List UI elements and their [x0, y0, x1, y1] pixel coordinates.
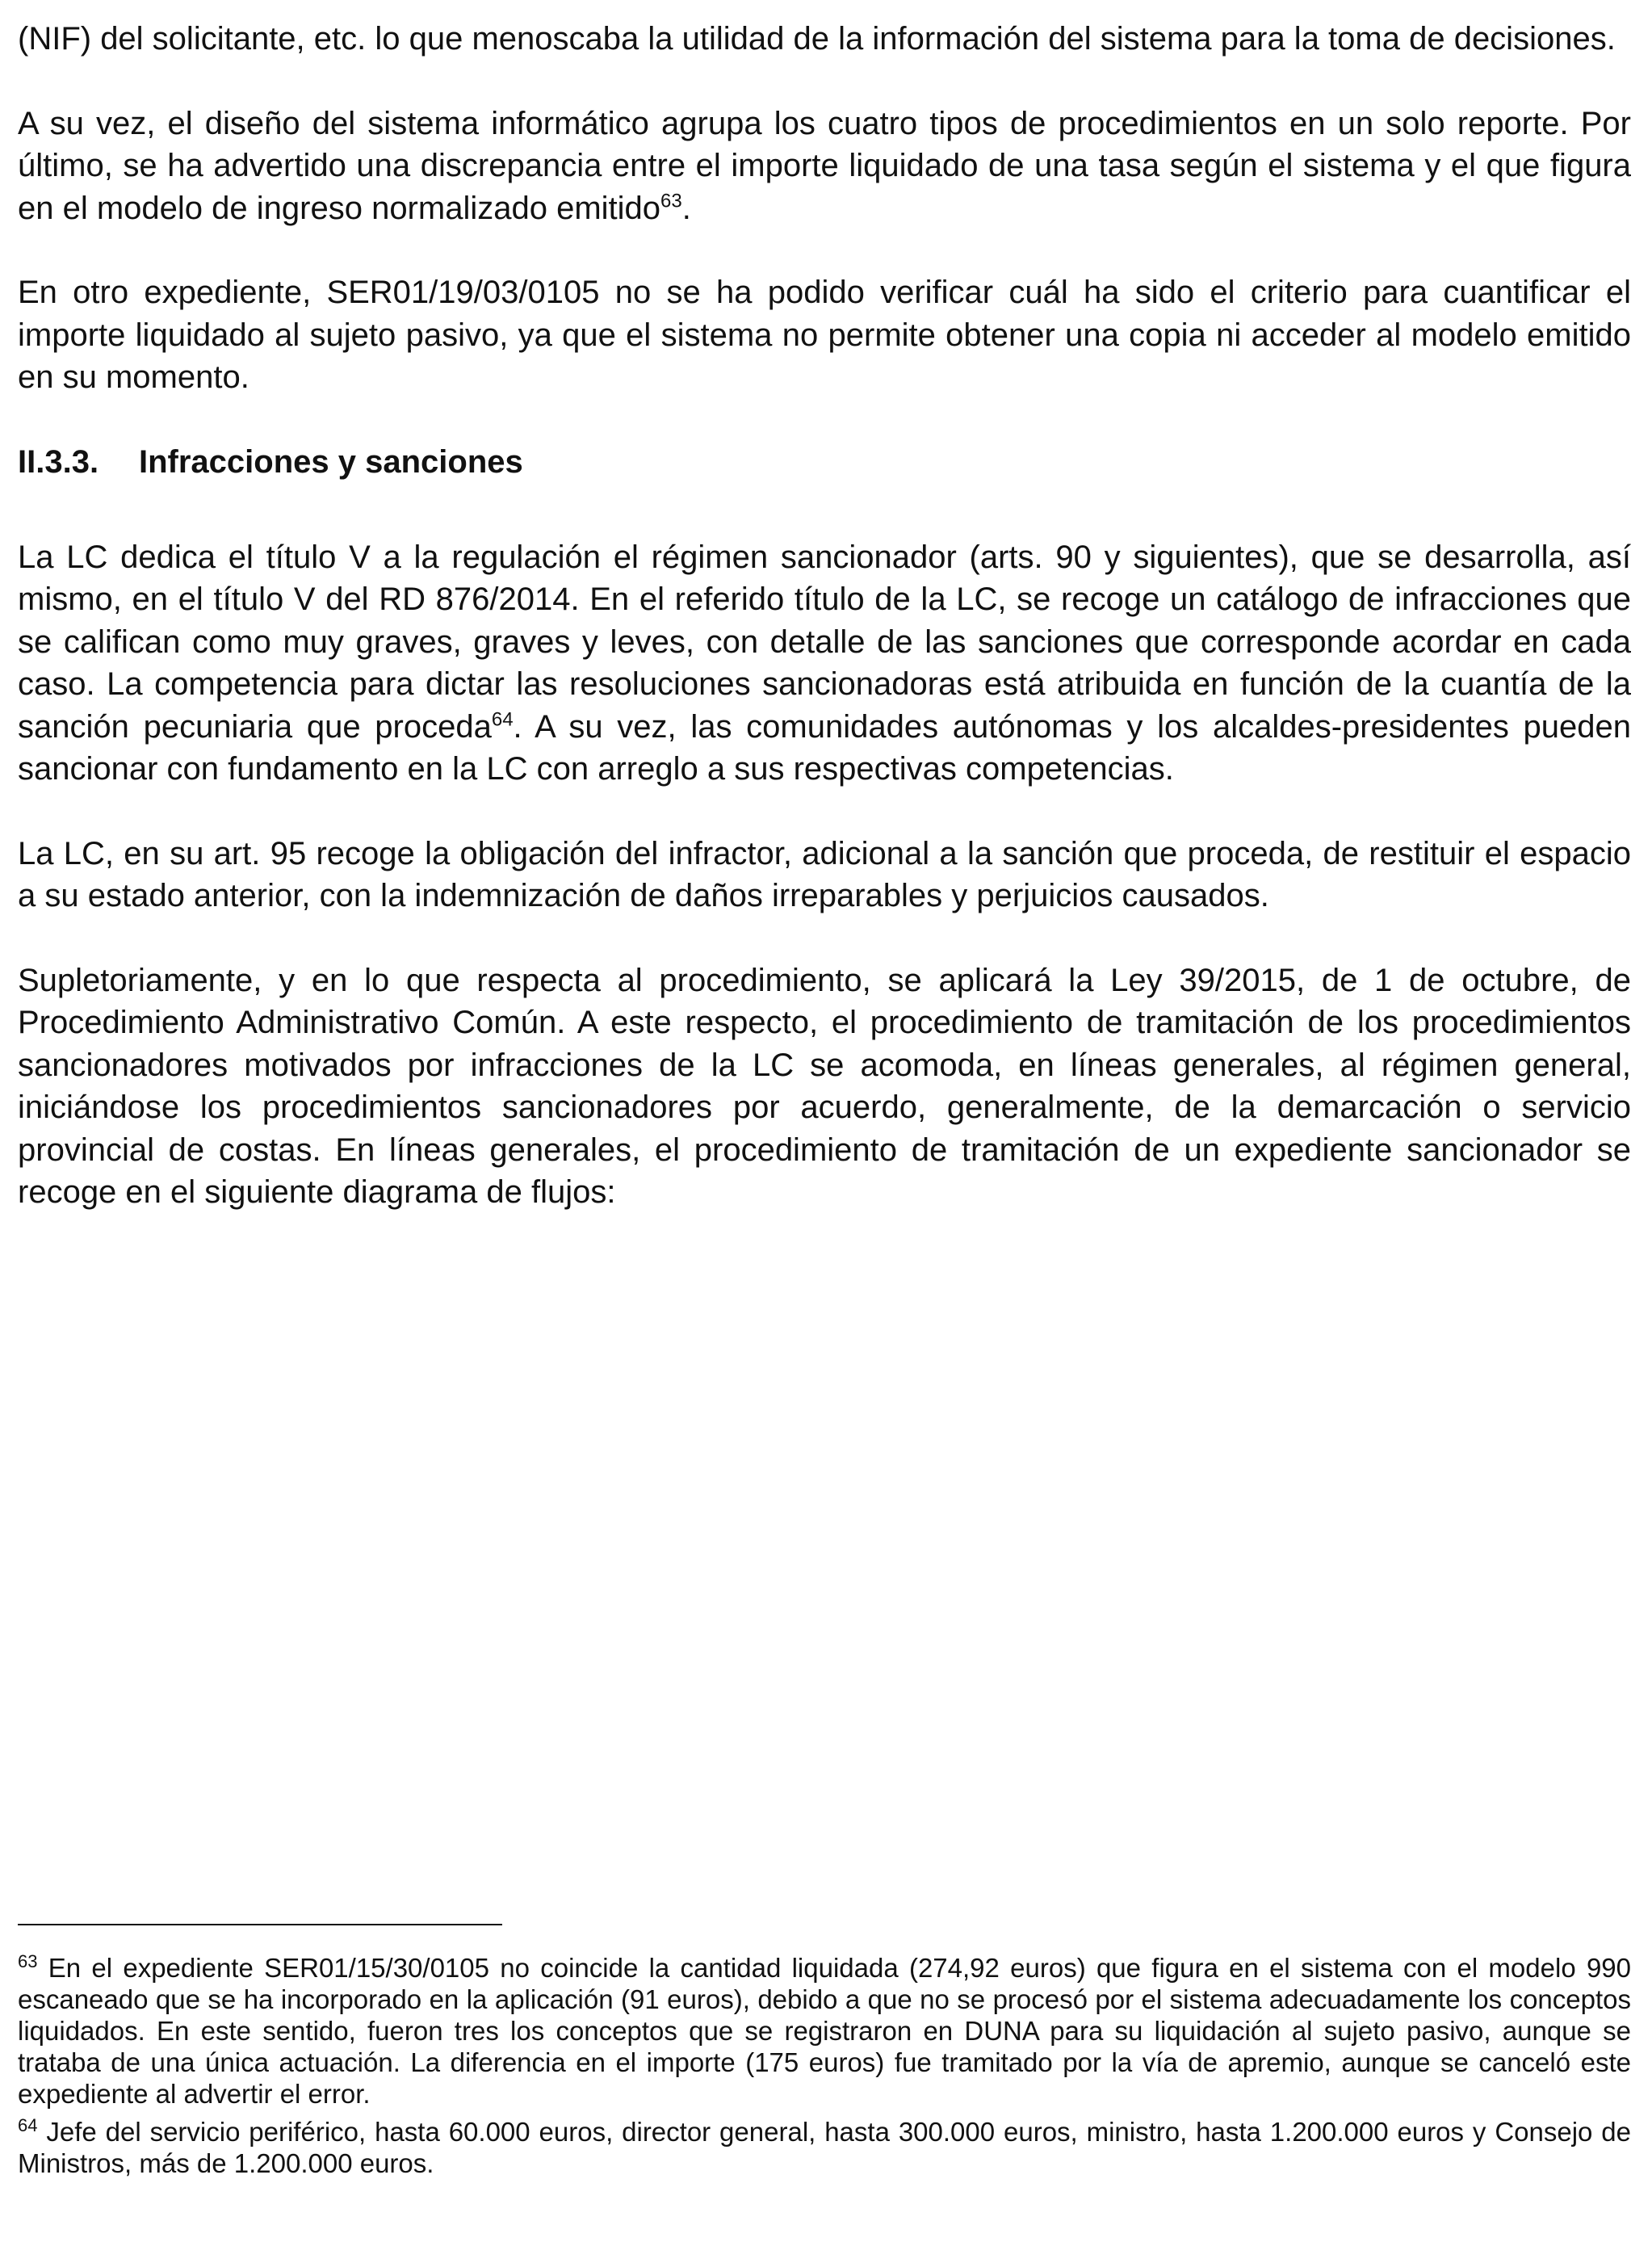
- paragraph-sanctioning-regime: [18, 536, 1631, 791]
- paragraph-text: La LC, en su art. 95 recoge la obligación del infractor, adicional a la sanción que proceda, de restituir el espacio a su estado anterior, con la indemnización de daños irreparables y perjuicios causados.: [18, 835, 1631, 913]
- paragraph-procedure: [18, 959, 1631, 1214]
- section-title: Infracciones y sanciones: [139, 443, 523, 480]
- paragraph-text-end: . A su vez, las comunidades autónomas y los alcaldes-presidentes pueden sancionar con fundamento en la LC con arreglo a sus respectivas competencias.: [18, 708, 1631, 787]
- paragraph-system-design: [18, 103, 1631, 230]
- section-heading: [18, 441, 1631, 483]
- footnotes: [18, 1952, 1631, 2185]
- paragraph-other-file: [18, 271, 1631, 399]
- footnote-number: 63: [18, 1951, 38, 1971]
- paragraph-text: (NIF) del solicitante, etc. lo que menoscaba la utilidad de la información del sistema para la toma de decisiones.: [18, 21, 1616, 57]
- footnote-text: En el expediente SER01/15/30/0105 no coincide la cantidad liquidada (274,92 euros) que figura en el sistema con el modelo 990 escaneado que se ha incorporado en la aplicación (91 euros), debido a que no se procesó por el sistema adecuadamente los conceptos liquidados. En este sentido, fueron tres los conceptos que se registraron en DUNA para su liquidación al sujeto pasivo, aunque se trataba de una única actuación. La diferencia en el importe (175 euros) fue tramitado por la vía de apremio, aunque se canceló este expediente al advertir el error.: [18, 1953, 1631, 2109]
- section-number: II.3.3.: [18, 443, 99, 480]
- footnote-separator: [18, 1924, 502, 1925]
- paragraph-text: En otro expediente, SER01/19/03/0105 no se ha podido verificar cuál ha sido el criterio para cuantificar el importe liquidado al sujeto pasivo, ya que el sistema no permite obtener una copia ni acceder al modelo emitido en su momento.: [18, 275, 1631, 395]
- paragraph-nif-continuation: [18, 18, 1631, 61]
- paragraph-text: La LC dedica el título V a la regulación el régimen sancionador (arts. 90 y siguientes), que se desarrolla, así mismo, en el título V del RD 876/2014. En el referido título de la LC, se recoge un catálogo de infracciones que se califican como muy graves, graves y leves, con detalle de las sanciones que corresponde acordar en cada caso. La competencia para dictar las resoluciones sancionadoras está atribuida en función de la cuantía de la sanción pecuniaria que proceda: [18, 539, 1631, 745]
- paragraph-text-end: .: [681, 190, 691, 226]
- footnote-ref-64[interactable]: 64: [491, 708, 514, 731]
- main-text: [18, 18, 1631, 1214]
- paragraph-text: Supletoriamente, y en lo que respecta al procedimiento, se aplicará la Ley 39/2015, de 1 de octubre, de Procedimiento Administrativo Común. A este respecto, el procedimiento de tramitación de los procedimientos sancionadores motivados por infracciones de la LC se acomoda, en líneas generales, al régimen general, iniciándose los procedimientos sancionadores por acuerdo, generalmente, de la demarcación o servicio provincial de costas. En líneas generales, el procedimiento de tramitación de un expediente sancionador se recoge en el siguiente diagrama de flujos:: [18, 962, 1631, 1210]
- footnote-text: Jefe del servicio periférico, hasta 60.000 euros, director general, hasta 300.000 euros, ministro, hasta 1.200.000 euros y Consejo de Ministros, más de 1.200.000 euros.: [18, 2117, 1631, 2178]
- paragraph-restitution: [18, 833, 1631, 917]
- footnote-63: [18, 1952, 1631, 2110]
- paragraph-text: A su vez, el diseño del sistema informático agrupa los cuatro tipos de procedimientos en un solo reporte. Por último, se ha advertido una discrepancia entre el importe liquidado de una tasa según el sistema y el que figura en el modelo de ingreso normalizado emitido: [18, 105, 1631, 226]
- footnote-ref-63[interactable]: 63: [660, 190, 682, 212]
- footnote-number: 64: [18, 2115, 38, 2135]
- document-page: [18, 0, 1631, 2242]
- footnote-64: [18, 2116, 1631, 2179]
